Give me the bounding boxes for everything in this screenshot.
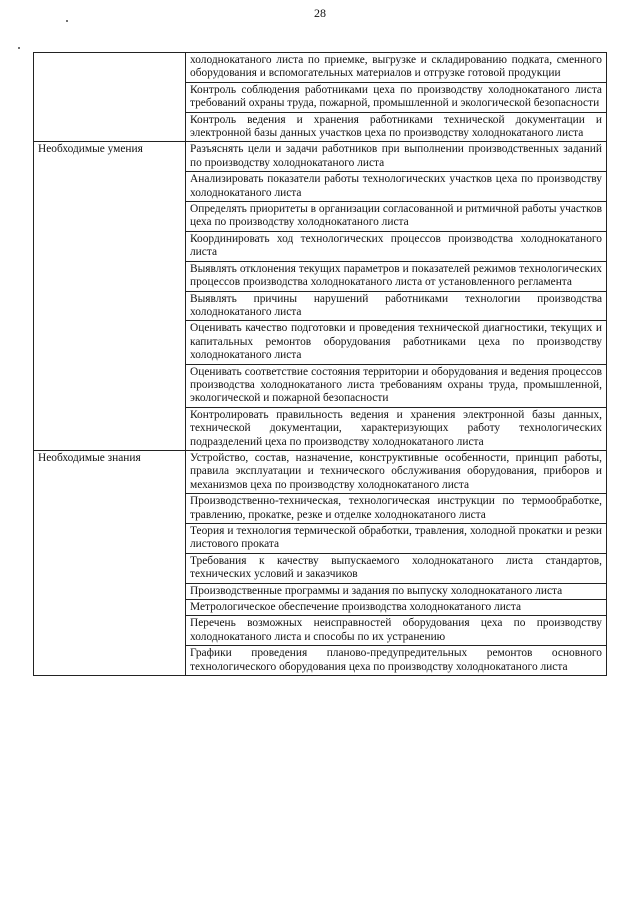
table-row — [34, 53, 607, 83]
requirement-cell: Графики проведения планово-предупредительных ремонтов основного технологического оборудования цеха по производству холоднокатаного листа — [186, 646, 607, 676]
page-number: 28 — [314, 6, 326, 20]
section-label: Необходимые знания — [34, 450, 186, 675]
requirement-cell: Анализировать показатели работы технологических участков цеха по производству холоднокатаного листа — [186, 172, 607, 202]
requirement-cell: Выявлять причины нарушений работниками технологии производства холоднокатаного листа — [186, 291, 607, 321]
requirement-cell: Контроль ведения и хранения работниками технической документации и электронной базы данных участков цеха по производству холоднокатаного листа — [186, 112, 607, 142]
table-body — [34, 53, 607, 676]
section-label: Необходимые умения — [34, 142, 186, 451]
requirement-cell: Оценивать качество подготовки и проведения технической диагностики, текущих и капитальных ремонтов оборудования работниками цеха по производству холоднокатаного листа — [186, 321, 607, 364]
requirement-cell: Перечень возможных неисправностей оборудования цеха по производству холоднокатаного листа и способы по их устранению — [186, 616, 607, 646]
requirement-cell: Определять приоритеты в организации согласованной и ритмичной работы участков цеха по производству холоднокатаного листа — [186, 202, 607, 232]
requirement-cell: Теория и технология термической обработки, травления, холодной прокатки и резки листового проката — [186, 524, 607, 554]
scan-speck — [66, 20, 68, 22]
requirement-cell: Контролировать правильность ведения и хранения электронной базы данных, технической документации, характеризующих работу технологических подразделений цеха по производству холоднокатаного листа — [186, 407, 607, 450]
requirement-cell: Метрологическое обеспечение производства холоднокатаного листа — [186, 600, 607, 616]
section-label — [34, 53, 186, 142]
requirement-cell: Координировать ход технологических процессов производства холоднокатаного листа — [186, 231, 607, 261]
requirement-cell: Производственные программы и задания по выпуску холоднокатаного листа — [186, 583, 607, 599]
table-row — [34, 142, 607, 172]
requirement-cell: Требования к качеству выпускаемого холоднокатаного листа стандартов, технических условий и заказчиков — [186, 553, 607, 583]
requirement-cell: Разъяснять цели и задачи работников при выполнении производственных заданий по производству холоднокатаного листа — [186, 142, 607, 172]
scan-speck — [18, 47, 20, 49]
table-row — [34, 450, 607, 493]
requirement-cell: Оценивать соответствие состояния территории и оборудования и ведения процессов производства холоднокатаного листа требованиям охраны труда, промышленной, экологической и пожарной безопасности — [186, 364, 607, 407]
requirement-cell: Контроль соблюдения работниками цеха по производству холоднокатаного листа требований охраны труда, пожарной, промышленной и экологической безопасности — [186, 82, 607, 112]
requirement-cell: Выявлять отклонения текущих параметров и показателей режимов технологических процессов производства холоднокатаного листа от установленного регламента — [186, 261, 607, 291]
requirement-cell: холоднокатаного листа по приемке, выгрузке и складированию подката, сменного оборудования и вспомогательных материалов и отгрузке готовой продукции — [186, 53, 607, 83]
competency-table — [33, 52, 607, 676]
requirement-cell: Устройство, состав, назначение, конструктивные особенности, принцип работы, правила эксплуатации и технического обслуживания оборудования, приборов и механизмов цеха по производству холоднокатаного листа — [186, 450, 607, 493]
requirement-cell: Производственно-техническая, технологическая инструкции по термообработке, травлению, прокатке, резке и отделке холоднокатаного листа — [186, 494, 607, 524]
